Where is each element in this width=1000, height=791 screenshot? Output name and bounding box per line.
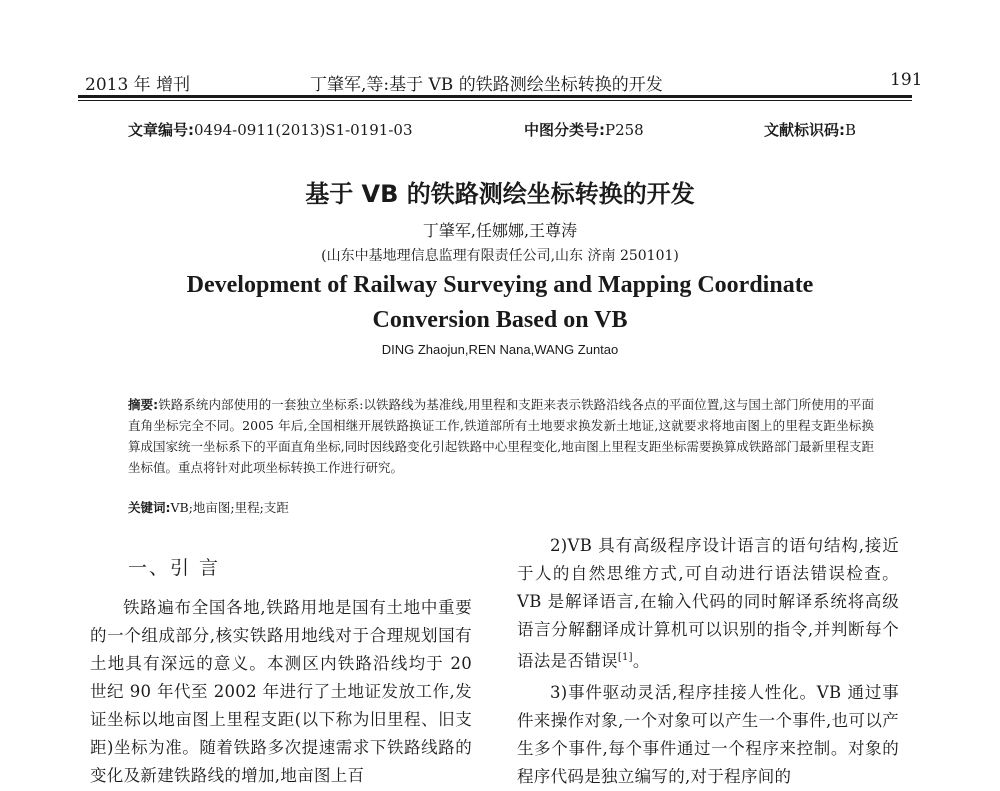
header-rule bbox=[78, 95, 912, 98]
paragraph: 2)VB 具有高级程序设计语言的语句结构,接近于人的自然思维方式,可自动进行语法错误检查。VB 是解译语言,在输入代码的同时解译系统将高级语言分解翻译成计算机可以识别的指令,并判断每个语法是否错误[1]。 bbox=[517, 536, 899, 671]
running-header-title: 丁肇军,等:基于 VB 的铁路测绘坐标转换的开发 bbox=[310, 75, 663, 95]
paragraph: 3)事件驱动灵活,程序挂接人性化。VB 通过事件来操作对象,一个对象可以产生一个事件,也可以产生多个事件,每个事件通过一个程序来控制。对象的程序代码是独立编写的,对于程序间的 bbox=[517, 682, 899, 786]
title-english-line1: Development of Railway Surveying and Mapping Coordinate bbox=[186, 272, 814, 298]
clc-number: 中图分类号:P258 bbox=[524, 121, 644, 139]
page-number: 191 bbox=[890, 70, 923, 90]
header-rule-thin bbox=[78, 100, 912, 101]
running-header-issue: 2013 年 增刊 bbox=[85, 75, 191, 95]
document-code: 文献标识码:B bbox=[764, 121, 857, 139]
abstract bbox=[128, 394, 874, 478]
right-column bbox=[517, 532, 899, 791]
abstract-label: 摘要: bbox=[128, 397, 159, 412]
authors-chinese: 丁肇军,任娜娜,王尊涛 bbox=[422, 221, 578, 240]
authors-english: DING Zhaojun,REN Nana,WANG Zuntao bbox=[381, 342, 619, 357]
title-chinese: 基于 VB 的铁路测绘坐标转换的开发 bbox=[305, 180, 695, 208]
abstract-text: 铁路系统内部使用的一套独立坐标系:以铁路线为基准线,用里程和支距来表示铁路沿线各点的平面位置,这与国土部门所使用的平面直角坐标完全不同。2005 年后,全国相继开展铁路换证工作,铁道部所有土地要求换发新土地证,这就要求将地亩图上的里程支距坐标换算成国家统一坐标系下的平面直角坐标,同时因线路变化引起铁路中心里程变化,地亩图上里程支距坐标需要换算成铁路部门最新里程支距坐标值。重点将针对此项坐标转换工作进行研究。 bbox=[128, 397, 874, 475]
keywords-label: 关键词: bbox=[128, 500, 171, 515]
left-column bbox=[90, 594, 472, 790]
keywords bbox=[128, 498, 289, 516]
affiliation: (山东中基地理信息监理有限责任公司,山东 济南 250101) bbox=[321, 248, 679, 264]
title-english-line2: Conversion Based on VB bbox=[372, 307, 628, 333]
article-number: 文章编号:0494-0911(2013)S1-0191-03 bbox=[128, 121, 413, 139]
citation-ref: [1] bbox=[617, 652, 633, 663]
paragraph: 铁路遍布全国各地,铁路用地是国有土地中重要的一个组成部分,核实铁路用地线对于合理规划国有土地具有深远的意义。本测区内铁路沿线均于 20 世纪 90 年代至 2002 年进行了土地证发放工作,发证坐标以地亩图上里程支距(以下称为旧里程、旧支距)坐标为准。随着铁路多次提速需求下铁路线路的变化及新建铁路线的增加,地亩图上百 bbox=[90, 598, 472, 785]
keywords-text: VB;地亩图;里程;支距 bbox=[170, 500, 289, 515]
section-heading-introduction: 一、引 言 bbox=[128, 557, 221, 579]
